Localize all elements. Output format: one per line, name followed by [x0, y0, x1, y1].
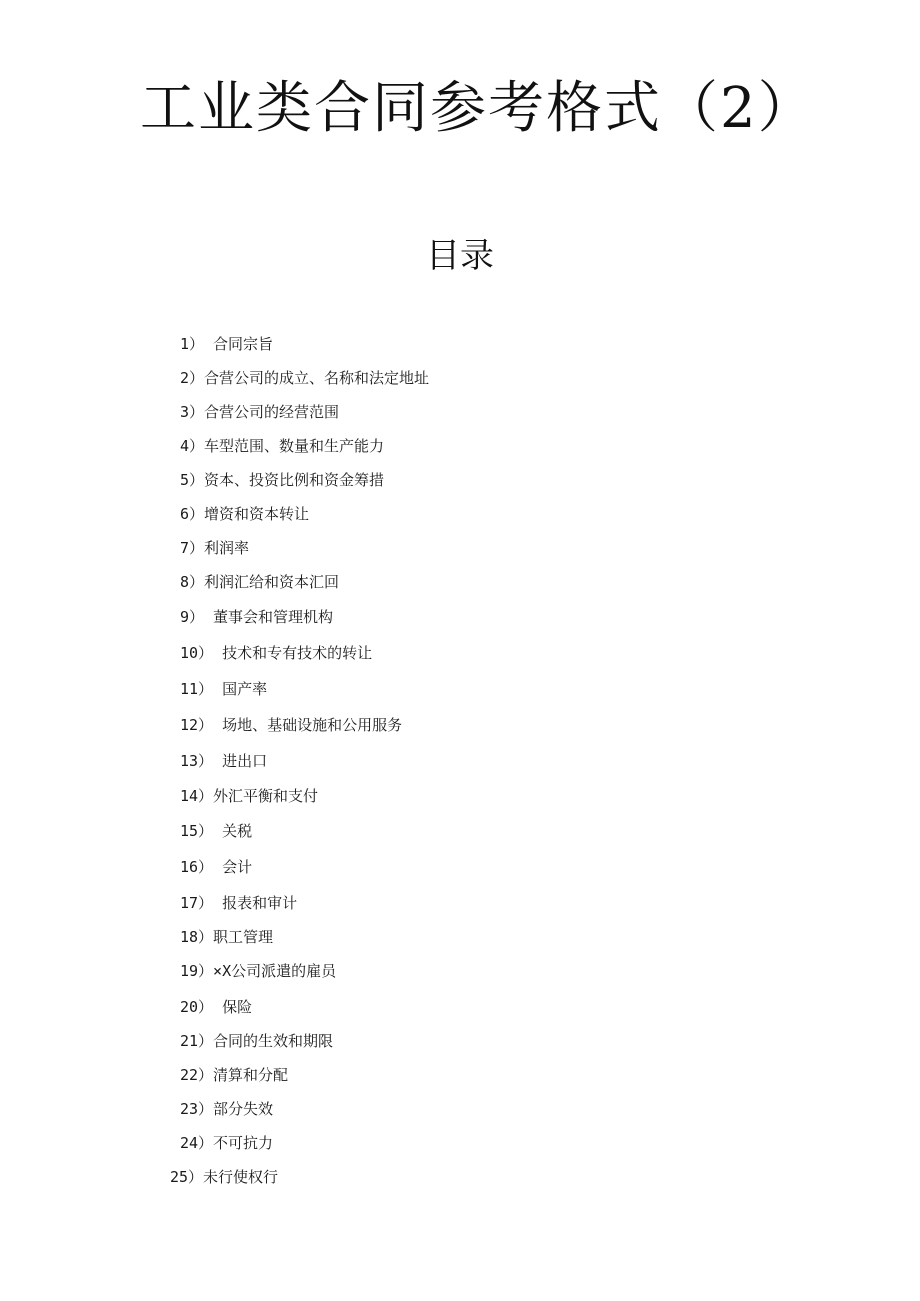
toc-item: 19）×X公司派遣的雇员	[180, 962, 337, 980]
toc-item: 11） 国产率	[180, 680, 268, 698]
document-title: 工业类合同参考格式（2）	[140, 76, 816, 141]
toc-item: 23）部分失效	[180, 1100, 274, 1118]
toc-item: 5）资本、投资比例和资金筹措	[180, 471, 385, 489]
toc-item: 17） 报表和审计	[180, 894, 298, 912]
toc-item: 15） 关税	[180, 822, 253, 840]
toc-item: 14）外汇平衡和支付	[180, 787, 319, 805]
toc-item: 13） 进出口	[180, 752, 268, 770]
toc-item: 8）利润汇给和资本汇回	[180, 573, 340, 591]
toc-item: 4）车型范围、数量和生产能力	[180, 437, 385, 455]
toc-item: 25）未行使权行	[170, 1168, 279, 1186]
toc-item: 22）清算和分配	[180, 1066, 289, 1084]
toc-item: 2）合营公司的成立、名称和法定地址	[180, 369, 430, 387]
toc-item: 12） 场地、基础设施和公用服务	[180, 716, 403, 734]
toc-item: 20） 保险	[180, 998, 253, 1016]
toc-item: 24）不可抗力	[180, 1134, 274, 1152]
toc-item: 21）合同的生效和期限	[180, 1032, 334, 1050]
toc-item: 1） 合同宗旨	[180, 335, 274, 353]
toc-item: 7）利润率	[180, 539, 250, 557]
toc-item: 3）合营公司的经营范围	[180, 403, 340, 421]
toc-item: 6）增资和资本转让	[180, 505, 310, 523]
toc-item: 16） 会计	[180, 858, 253, 876]
toc-item: 10） 技术和专有技术的转让	[180, 644, 373, 662]
toc-item: 18）职工管理	[180, 928, 274, 946]
toc-heading: 目录	[426, 236, 494, 276]
toc-item: 9） 董事会和管理机构	[180, 608, 334, 626]
